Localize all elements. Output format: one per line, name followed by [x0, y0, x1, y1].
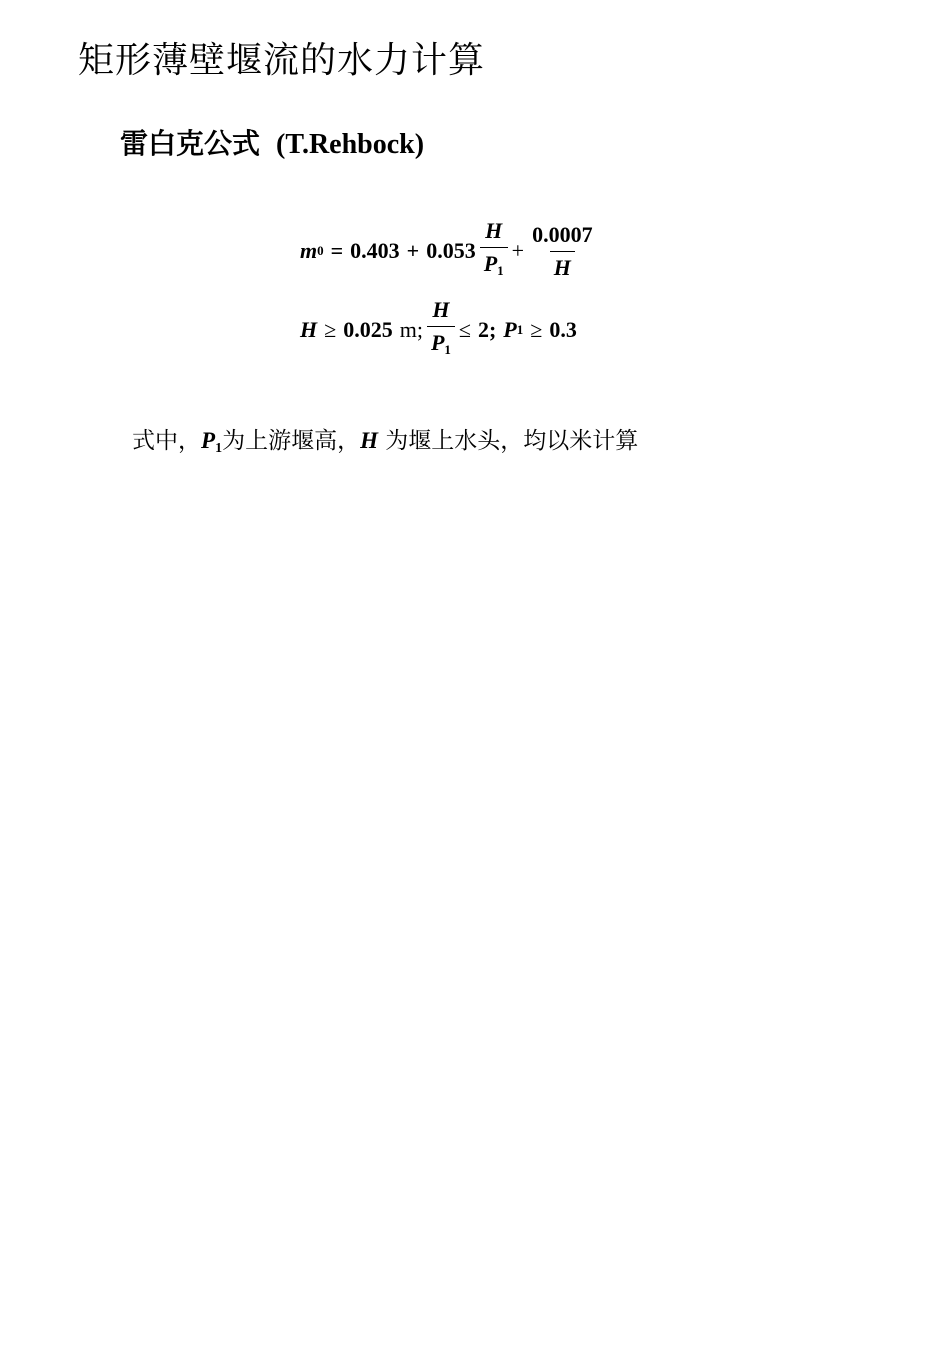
formula-equals: = [330, 238, 344, 263]
fraction-2-numerator: 0.0007 [532, 221, 593, 247]
fraction-2-denominator: H [550, 251, 575, 281]
condition-leq: ≤ [458, 317, 471, 342]
formula-heading [120, 124, 424, 165]
fraction-1-denominator-sub: 1 [497, 263, 504, 278]
formula-plus-1: + [406, 238, 420, 263]
note-p-description: 为上游堰高， [222, 428, 361, 454]
condition-p-sub: 1 [516, 322, 524, 337]
note-p-sub: 1 [215, 441, 223, 456]
note-h-var: H [360, 428, 378, 453]
condition-geq-1: ≥ [324, 317, 337, 342]
fraction-h-over-p1 [480, 218, 508, 284]
fraction-1-denominator-var: P [483, 251, 498, 276]
condition-fraction-numerator: H [432, 297, 450, 322]
condition-fraction-denominator-sub: 1 [444, 342, 451, 357]
condition-fraction [427, 297, 455, 363]
note-p-var: P [201, 428, 216, 453]
condition-value-3: 0.3 [549, 317, 577, 342]
condition-p-var: P [503, 317, 517, 342]
formula-conditions [300, 292, 577, 368]
formula-term1: 0.403 [350, 238, 400, 263]
condition-h-var: H [300, 317, 318, 342]
variable-explanation [132, 424, 638, 466]
fraction-const-over-h [528, 222, 597, 281]
condition-geq-2: ≥ [530, 317, 543, 342]
condition-unit: m; [399, 317, 423, 342]
condition-fraction-denominator-var: P [430, 330, 445, 355]
formula-name-chinese: 雷白克公式 [120, 127, 261, 160]
formula-plus-2: + [511, 238, 525, 263]
page-title: 矩形薄壁堰流的水力计算 [78, 40, 486, 81]
formula-lhs-sub: 0 [317, 243, 324, 258]
formula-coefficient: 0.053 [426, 238, 476, 263]
condition-value-1: 0.025 [343, 317, 393, 342]
formula-lhs-var: m [300, 238, 318, 263]
condition-value-2: 2; [477, 317, 497, 342]
note-prefix: 式中， [132, 428, 201, 454]
fraction-1-numerator: H [485, 218, 503, 243]
note-h-description: 为堰上水头，均以米计算 [377, 428, 639, 454]
rehbock-formula [300, 216, 601, 286]
formula-name-english: (T.Rehbock) [276, 129, 425, 160]
